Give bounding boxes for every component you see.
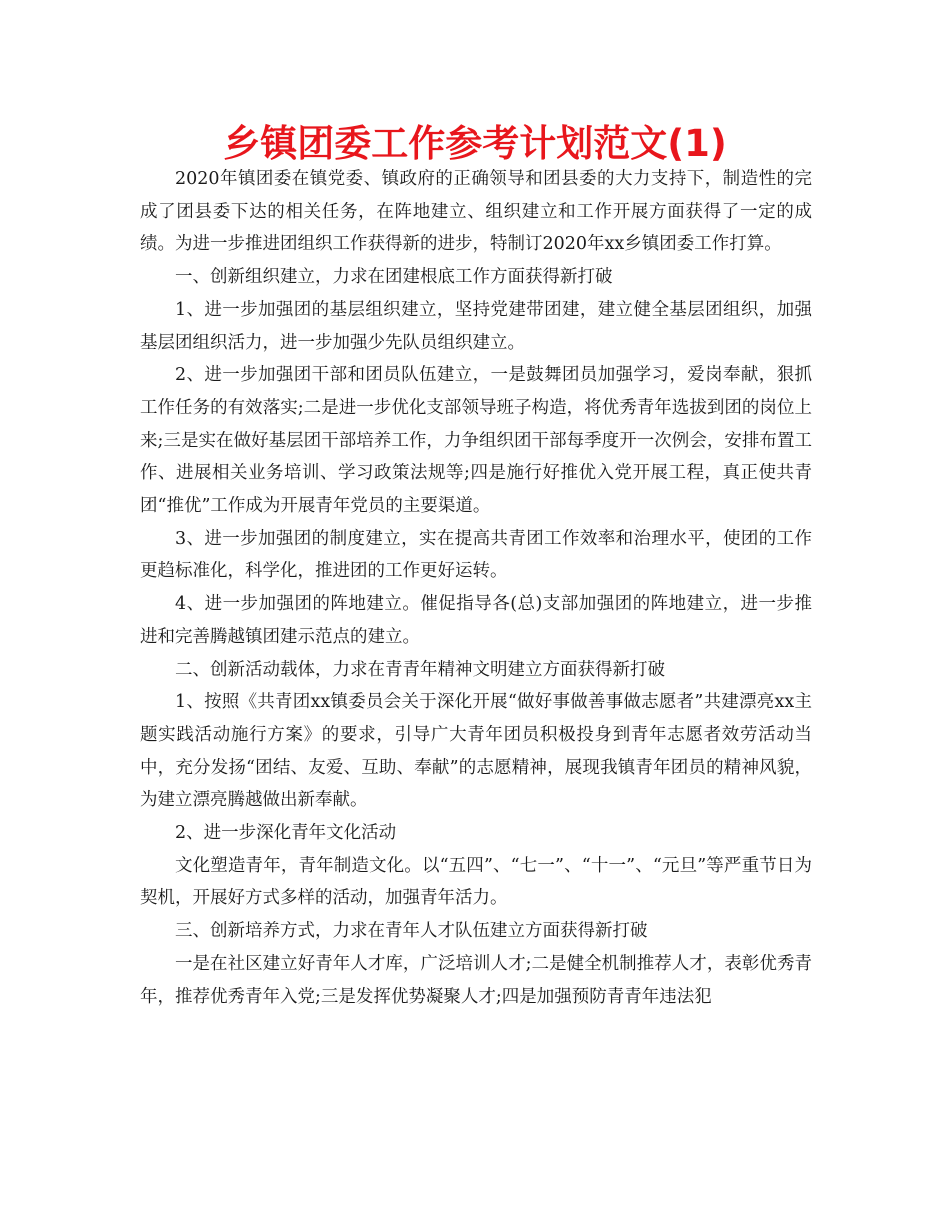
paragraph: 3、进一步加强团的制度建立，实在提高共青团工作效率和治理水平，使团的工作更趋标准化，科学化，推进团的工作更好运转。 (140, 528, 812, 582)
paragraph: 4、进一步加强团的阵地建立。催促指导各(总)支部加强团的阵地建立，进一步推进和完善腾越镇团建示范点的建立。 (140, 594, 812, 647)
paragraph: 一是在社区建立好青年人才库，广泛培训人才;二是健全机制推荐人才，表彰优秀青年，推荐优秀青年入党;三是发挥优势凝聚人才;四是加强预防青青年违法犯 (140, 953, 812, 1007)
paragraph: 1、按照《共青团xx镇委员会关于深化开展“做好事做善事做志愿者”共建漂亮xx主题实践活动施行方案》的要求，引导广大青年团员积极投身到青年志愿者效劳活动当中，充分发扬“团结、友爱、互助、奉献”的志愿精神，展现我镇青年团员的精神风貌，为建立漂亮腾越做出新奉献。 (140, 692, 812, 811)
paragraph: 文化塑造青年，青年制造文化。以“五四”、“七一”、“十一”、“元旦”等严重节日为契机，开展好方式多样的活动，加强青年活力。 (140, 855, 812, 909)
paragraph: 2、进一步深化青年文化活动 (175, 823, 397, 844)
document-body (140, 163, 812, 1013)
paragraph: 1、进一步加强团的基层组织建立，坚持党建带团建，建立健全基层团组织，加强基层团组织活力，进一步加强少先队员组织建立。 (140, 299, 812, 353)
section-heading-2: 二、创新活动载体，力求在青青年精神文明建立方面获得新打破 (175, 659, 665, 680)
section-heading-1: 一、创新组织建立，力求在团建根底工作方面获得新打破 (175, 267, 613, 288)
document-title: 乡镇团委工作参考计划范文(1) (223, 122, 727, 165)
paragraph: 2、进一步加强团干部和团员队伍建立，一是鼓舞团员加强学习，爱岗奉献，狠抓工作任务的有效落实;二是进一步优化支部领导班子构造，将优秀青年选拔到团的岗位上来;三是实在做好基层团干部培养工作，力争组织团干部每季度开一次例会，安排布置工作、进展相关业务培训、学习政策法规等;四是施行好推优入党开展工程，真正使共青团“推优”工作成为开展青年党员的主要渠道。 (140, 365, 812, 517)
section-heading-3: 三、创新培养方式，力求在青年人才队伍建立方面获得新打破 (175, 921, 648, 942)
intro-paragraph: 2020年镇团委在镇党委、镇政府的正确领导和团县委的大力支持下，制造性的完成了团县委下达的相关任务，在阵地建立、组织建立和工作开展方面获得了一定的成绩。为进一步推进团组织工作获得新的进步，特制订2020年xx乡镇团委工作打算。 (140, 169, 812, 255)
